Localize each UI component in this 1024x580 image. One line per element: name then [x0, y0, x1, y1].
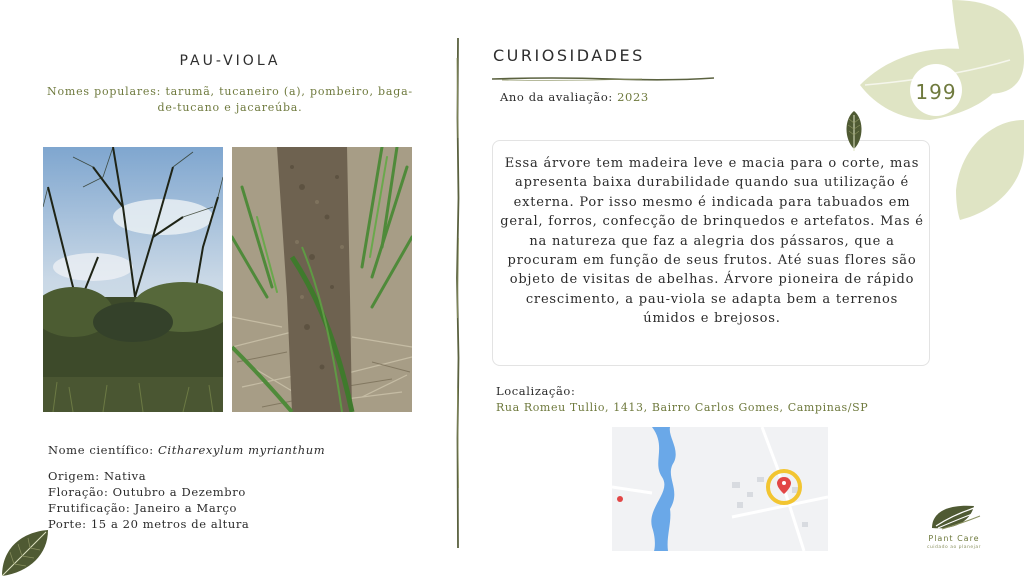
decorative-leaves	[860, 0, 1024, 230]
fruiting-detail: Frutificação: Janeiro a Março	[48, 501, 238, 515]
plant-care-logo-name: Plant Care	[928, 534, 980, 543]
tree-trunk-photo	[232, 147, 412, 412]
tree-canopy-photo	[43, 147, 223, 412]
evaluation-year	[500, 90, 649, 104]
location-address: Rua Romeu Tullio, 1413, Bairro Carlos Gomes, Campinas/SP	[496, 401, 869, 414]
scientific-name	[48, 442, 325, 458]
species-title: PAU-VIOLA	[179, 53, 281, 69]
size-detail: Porte: 15 a 20 metros de altura	[48, 517, 250, 531]
scientific-name-label: Nome científico:	[48, 443, 159, 457]
section-title: CURIOSIDADES	[493, 46, 645, 65]
location-label: Localização:	[496, 384, 576, 398]
title-underline	[492, 68, 714, 76]
origin-detail: Origem: Nativa	[48, 469, 147, 483]
location-map	[612, 427, 828, 551]
page-number: 199	[915, 80, 957, 104]
scientific-name-value: Citharexylum myrianthum	[158, 443, 326, 457]
curiosities-text: Essa árvore tem madeira leve e macia para o corte, mas apresenta baixa durabilidade quando sua utilização é externa. Por isso mesmo é indicada para tabuados em geral, forros, confecção de brinquedos e artefatos. Mas é na natureza que faz a alegria dos pássaros, que a procuram em função de seus frutos. Até suas flores são objeto de visitas de abelhas. Árvore pioneira de rápido crescimento, a pau-viola se adapta bem a terrenos úmidos e brejosos.	[500, 156, 924, 327]
plant-care-logo-tagline: cuidado ao planejar	[926, 545, 981, 550]
evaluation-year-label: Ano da avaliação:	[500, 90, 618, 104]
small-leaf-icon	[843, 111, 865, 151]
plant-care-logo-icon	[918, 500, 998, 560]
flowering-detail: Floração: Outubro a Dezembro	[48, 485, 246, 499]
bottom-left-leaf-icon	[0, 528, 50, 576]
column-divider	[452, 38, 464, 548]
evaluation-year-value: 2023	[617, 90, 649, 104]
species-details	[48, 468, 249, 532]
popular-names: Nomes populares: tarumã, tucaneiro (a), pombeiro, baga-de-tucano e jacareúba.	[47, 85, 413, 114]
